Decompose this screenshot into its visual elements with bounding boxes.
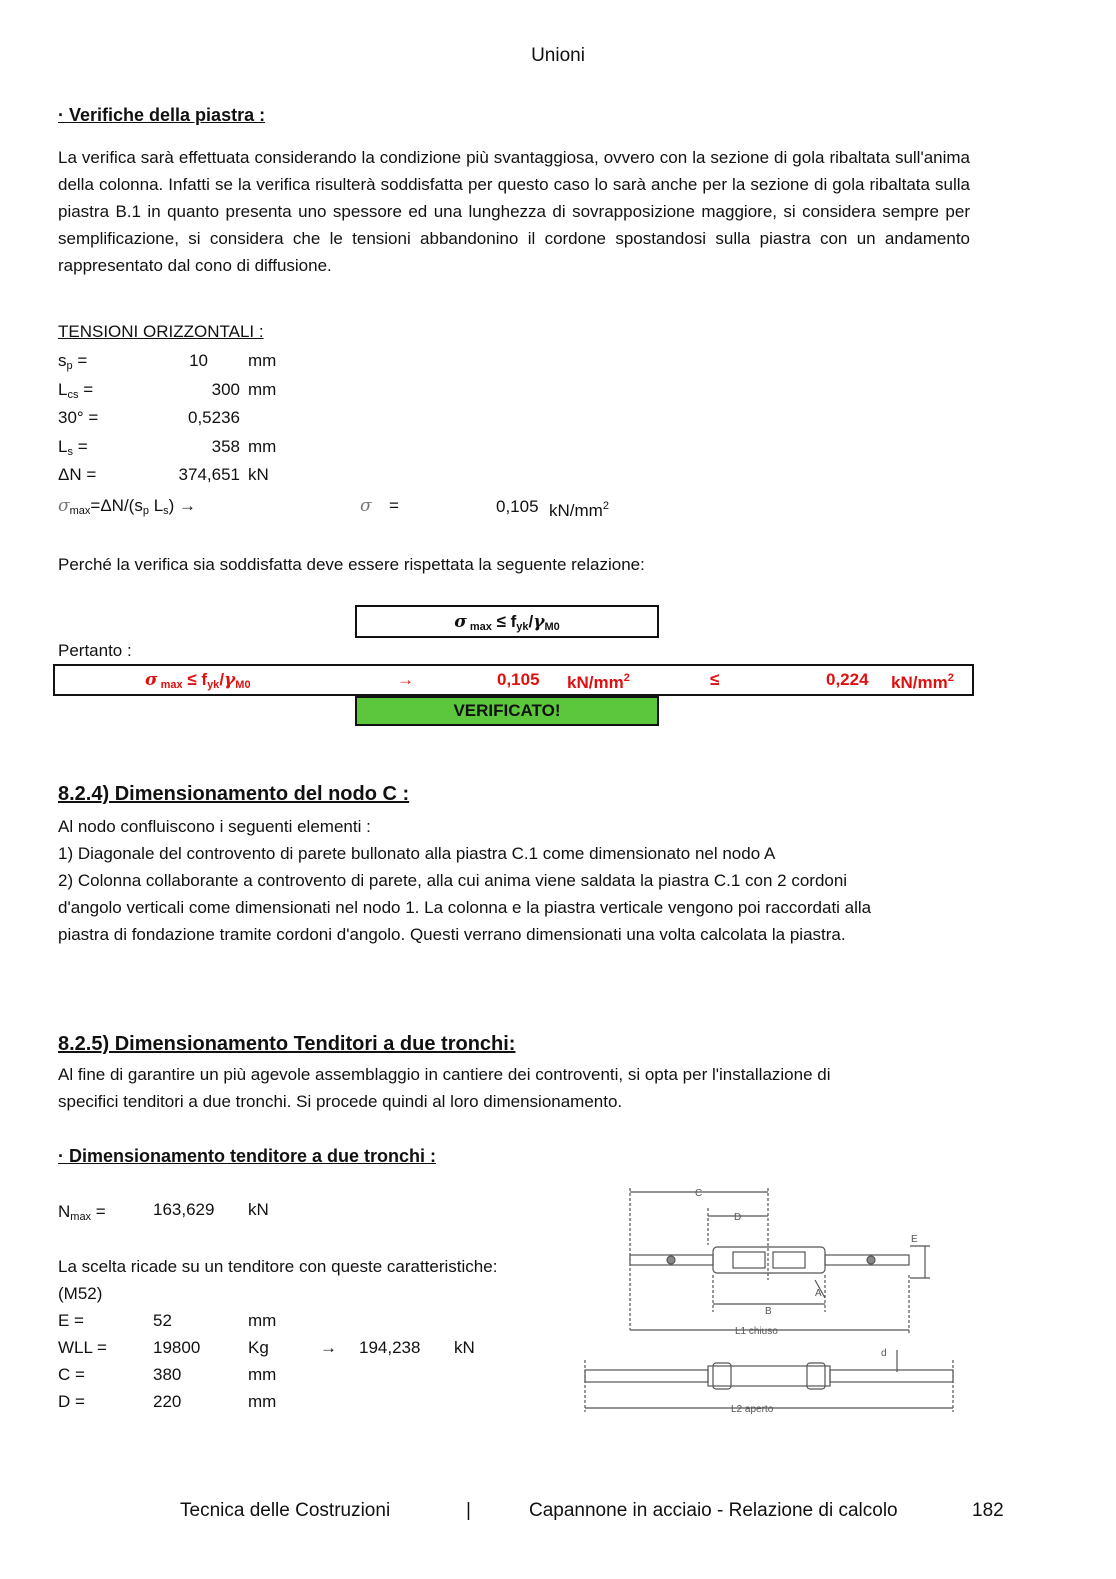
choice-text: La scelta ricade su un tenditore con queste caratteristiche: [58,1257,498,1276]
label-d-small-dim: d [881,1348,887,1359]
unit-sp: mm [248,351,277,370]
body-end [713,1363,731,1389]
value-c: 380 [153,1365,182,1384]
text-line: Al fine di garantire un più agevole assemblaggio in cantiere dei controventi, si opta per l'installazione di [58,1065,831,1084]
paragraph-piastra: La verifica sarà effettuata considerando la condizione più svantaggiosa, ovvero con la sezione di gola ribaltata sull'anima della colonna. Infatti se la verifica risulterà soddisfatta per questo caso lo sarà anche per la sezione di gola ribaltata sulla piastra B.1 in quanto presenta uno spessore ed una lunghezza di sovrapposizione maggiore, si considera sempre per semplificazione, si considera che le tensioni abbandonino il cordone spostandosi sulla piastra con un andamento rappresentato dal cono di diffusione. [58,148,970,275]
rod-left-open [585,1370,708,1382]
relation-formula: σ $_{max} \le f_{yk}/\gamma_{M0}$ [454,612,560,633]
section-title-piastra: · Verifiche della piastra : [58,105,266,125]
unit-d: mm [248,1392,277,1411]
label-d-dim: D [734,1212,742,1223]
section-title-825: 8.2.5) Dimensionamento Tenditori a due tronchi: [58,1033,516,1055]
footer-separator: | [466,1500,471,1521]
page-number: 182 [972,1500,1004,1521]
label-c-dim: C [695,1188,703,1199]
label-deltan: ΔN = [58,465,97,484]
paragraph-824 [58,813,970,948]
verifica-unit: $kN/mm^2$ [567,672,630,692]
unit-c: mm [248,1365,277,1384]
body-window [733,1252,765,1268]
body-end [807,1363,825,1389]
label-wll: WLL = [58,1338,107,1357]
nmax-unit: kN [248,1200,269,1219]
body-window [773,1252,805,1268]
wll-conv-unit: kN [454,1338,475,1357]
page-header: Unioni [531,45,585,66]
value-deltan: 374,651 [178,465,240,484]
label-lcs: $L_{cs}$ = [58,380,94,401]
label-e: E = [58,1311,84,1330]
verifica-limit: 0,224 [826,670,869,689]
value-30deg: 0,5236 [188,408,240,427]
value-d: 220 [153,1392,182,1411]
label-ls: $L_s$ = [58,437,88,458]
verifica-intro: Perché la verifica sia soddisfatta deve essere rispettata la seguente relazione: [58,555,645,574]
value-sp: 10 [189,351,208,370]
text-line: 1) Diagonale del controvento di parete bullonato alla piastra C.1 come dimensionato nel nodo A [58,844,776,863]
sigma-equals: = [389,496,399,515]
value-e: 52 [153,1311,172,1330]
verifica-arrow: → [397,670,414,689]
verificato-text: VERIFICATO! [453,701,561,720]
footer-title: Capannone in acciaio - Relazione di calcolo [529,1500,898,1521]
label-a-dim: A [815,1288,822,1299]
label-sp: $s_p$ = [58,351,88,372]
verificato-badge [355,696,659,726]
text-line: piastra di fondazione tramite cordoni d'angolo. Questi verrano dimensionati una volta calcolata la piastra. [58,925,846,944]
tenditore-title: · Dimensionamento tenditore a due tronchi : [58,1146,437,1166]
label-b-dim: B [765,1306,772,1317]
label-l2-dim: L2 aperto [731,1404,774,1415]
model-text: (M52) [58,1284,103,1303]
verifica-value: 0,105 [497,670,540,689]
section-title-824: 8.2.4) Dimensionamento del nodo C : [58,783,410,805]
relation-box [355,605,659,638]
pertanto-label: Pertanto : [58,641,132,660]
paragraph-825 [58,1061,970,1115]
sigma-unit: $kN/mm^2$ [549,500,609,520]
sigma-formula: $\sigma_{max}=\Delta N/(s_p$ $L_s$) → [58,496,197,517]
wll-arrow: → [320,1338,337,1357]
value-wll: 19800 [153,1338,201,1357]
unit-e: mm [248,1311,277,1330]
nmax-label: $N_{max}$ = [58,1202,106,1223]
verifica-le: ≤ [710,670,720,689]
label-e-dim: E [911,1234,918,1245]
sigma-value: 0,105 [496,497,539,516]
rod-pin [867,1256,875,1264]
unit-deltan: kN [248,465,269,484]
footer-course: Tecnica delle Costruzioni [180,1500,391,1521]
label-d: D = [58,1392,85,1411]
text-line: Al nodo confluiscono i seguenti elementi : [58,817,371,836]
label-30deg: 30° = [58,408,99,427]
text-line: 2) Colonna collaborante a controvento di parete, alla cui anima viene saldata la piastra C.1 con 2 cordoni [58,871,848,890]
turnbuckle-diagram [575,1180,965,1420]
sigma-symbol: σ [360,496,372,516]
unit-lcs: mm [248,380,277,399]
wll-conv: 194,238 [359,1338,421,1357]
unit-ls: mm [248,437,277,456]
label-l1-dim: L1 chiuso [735,1326,778,1337]
tensioni-title: TENSIONI ORIZZONTALI : [58,322,264,341]
verifica-row-box [53,664,974,696]
turnbuckle-body-open [708,1366,830,1386]
label-c: C = [58,1365,85,1384]
value-ls: 358 [211,437,240,456]
nmax-value: 163,629 [153,1200,215,1219]
turnbuckle-body [713,1247,825,1273]
verifica-limit-unit: $kN/mm^2$ [891,672,954,692]
verifica-formula: σ $_{max} \le f_{yk}/\gamma_{M0}$ [145,670,251,691]
text-line: d'angolo verticali come dimensionati nel nodo 1. La colonna e la piastra verticale vengono poi raccordati alla [58,898,872,917]
value-lcs: 300 [211,380,240,399]
rod-right-open [830,1370,953,1382]
rod-pin [667,1256,675,1264]
text-line: specifici tenditori a due tronchi. Si procede quindi al loro dimensionamento. [58,1092,623,1111]
unit-wll: Kg [248,1338,269,1357]
